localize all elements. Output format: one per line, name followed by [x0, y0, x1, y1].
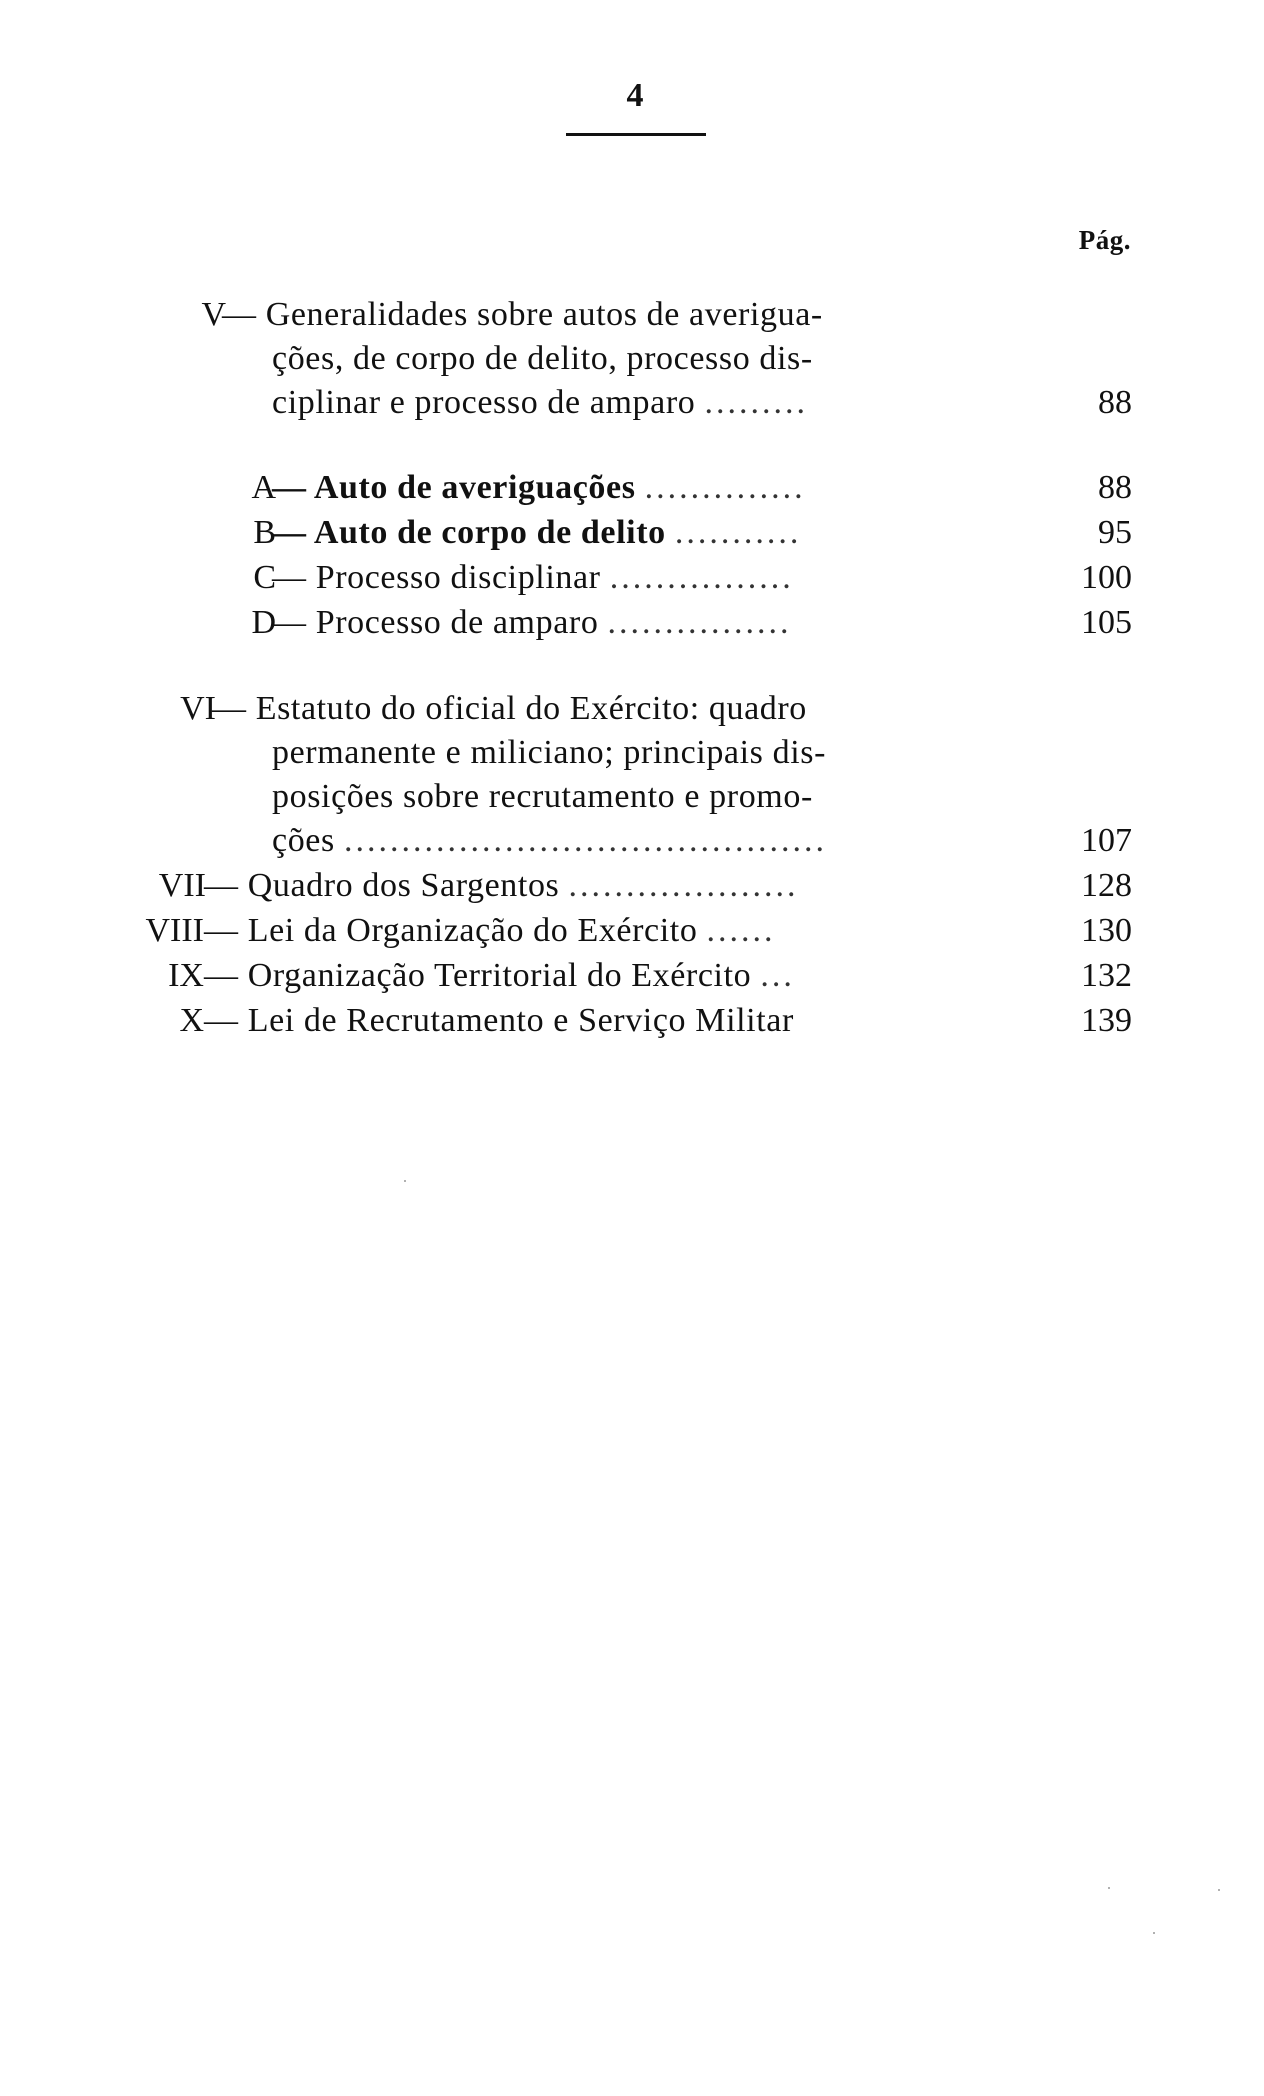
toc-entry-page: 88 [1098, 384, 1132, 421]
toc-entry-text-span: — Quadro dos Sargentos [204, 867, 560, 904]
toc-entry-label: D [251, 604, 276, 641]
toc-entry-text-span: ções [272, 822, 335, 859]
toc-entry-label: C [253, 559, 276, 596]
toc-entry-text-span: — Processo disciplinar [272, 559, 601, 596]
page-number-rule [566, 133, 706, 136]
toc-entry-text-last [272, 601, 792, 645]
toc-entry-text-last [272, 381, 808, 425]
scan-speck [1153, 1932, 1155, 1934]
toc-entry-page: 105 [1081, 604, 1132, 641]
toc-entry-page: 130 [1081, 912, 1132, 949]
toc-entry-text-last [204, 909, 776, 953]
toc-entry-page: 107 [1081, 822, 1132, 859]
toc-entry-page: 132 [1081, 957, 1132, 994]
toc-entry-label: VI [180, 690, 216, 727]
toc-entry-text-last [272, 466, 806, 510]
toc-entry-text: — Estatuto do oficial do Exército: quadro [212, 690, 807, 727]
toc-entry-label: VIII [145, 912, 204, 949]
toc-entry-text-span: — Lei da Organização do Exército [204, 912, 698, 949]
toc-entry-label: B [253, 514, 276, 551]
toc-entry-text-last [272, 511, 801, 555]
toc-entry-text-span: — Processo de amparo [272, 604, 599, 641]
leader-dots: .............. [644, 469, 806, 506]
toc-entry-label: V [201, 296, 226, 333]
leader-dots: ...... [706, 912, 776, 949]
toc-entry-text-span: — Auto de averiguações [272, 469, 636, 506]
toc-entry-text-last [204, 864, 798, 908]
toc-entry-label: IX [168, 957, 204, 994]
toc-entry-label: X [179, 1002, 204, 1039]
leader-dots: ................ [609, 559, 794, 596]
toc-entry-text-last [272, 819, 827, 863]
toc-entry-page: 139 [1081, 1002, 1132, 1039]
toc-entry-label: VII [158, 867, 206, 904]
scan-speck [1108, 1887, 1110, 1889]
leader-dots: ... [760, 957, 795, 994]
toc-entry-page: 88 [1098, 469, 1132, 506]
leader-dots: ................ [607, 604, 792, 641]
toc-entry-text: ções, de corpo de delito, processo dis- [272, 340, 813, 377]
leader-dots: ........... [674, 514, 802, 551]
toc-entry-page: 128 [1081, 867, 1132, 904]
toc-entry-text: — Generalidades sobre autos de averigua- [222, 296, 823, 333]
toc-entry-label: A [251, 469, 276, 506]
toc-entry-text-span: — Auto de corpo de delito [272, 514, 666, 551]
page-column-label: Pág. [1078, 225, 1131, 255]
toc-entry-text: permanente e miliciano; principais dis- [272, 734, 827, 771]
toc-entry-text: posições sobre recrutamento e promo- [272, 778, 813, 815]
toc-entry-text-span: — Lei de Recrutamento e Serviço Militar [204, 1002, 794, 1039]
toc-entry-text-span: — Organização Territorial do Exército [204, 957, 752, 994]
page-number: 4 [626, 77, 644, 114]
toc-entry-text-last [204, 954, 795, 998]
toc-entry-text-last [272, 556, 794, 600]
leader-dots: .................... [568, 867, 799, 904]
toc-entry-page: 100 [1081, 559, 1132, 596]
scan-speck [404, 1180, 406, 1182]
toc-entry-text-last [204, 999, 794, 1043]
toc-entry-text-span: ciplinar e processo de amparo [272, 384, 696, 421]
toc-entry-page: 95 [1098, 514, 1132, 551]
leader-dots: ......... [704, 384, 808, 421]
scan-speck [1218, 1889, 1220, 1891]
leader-dots: .......................................... [343, 822, 827, 859]
